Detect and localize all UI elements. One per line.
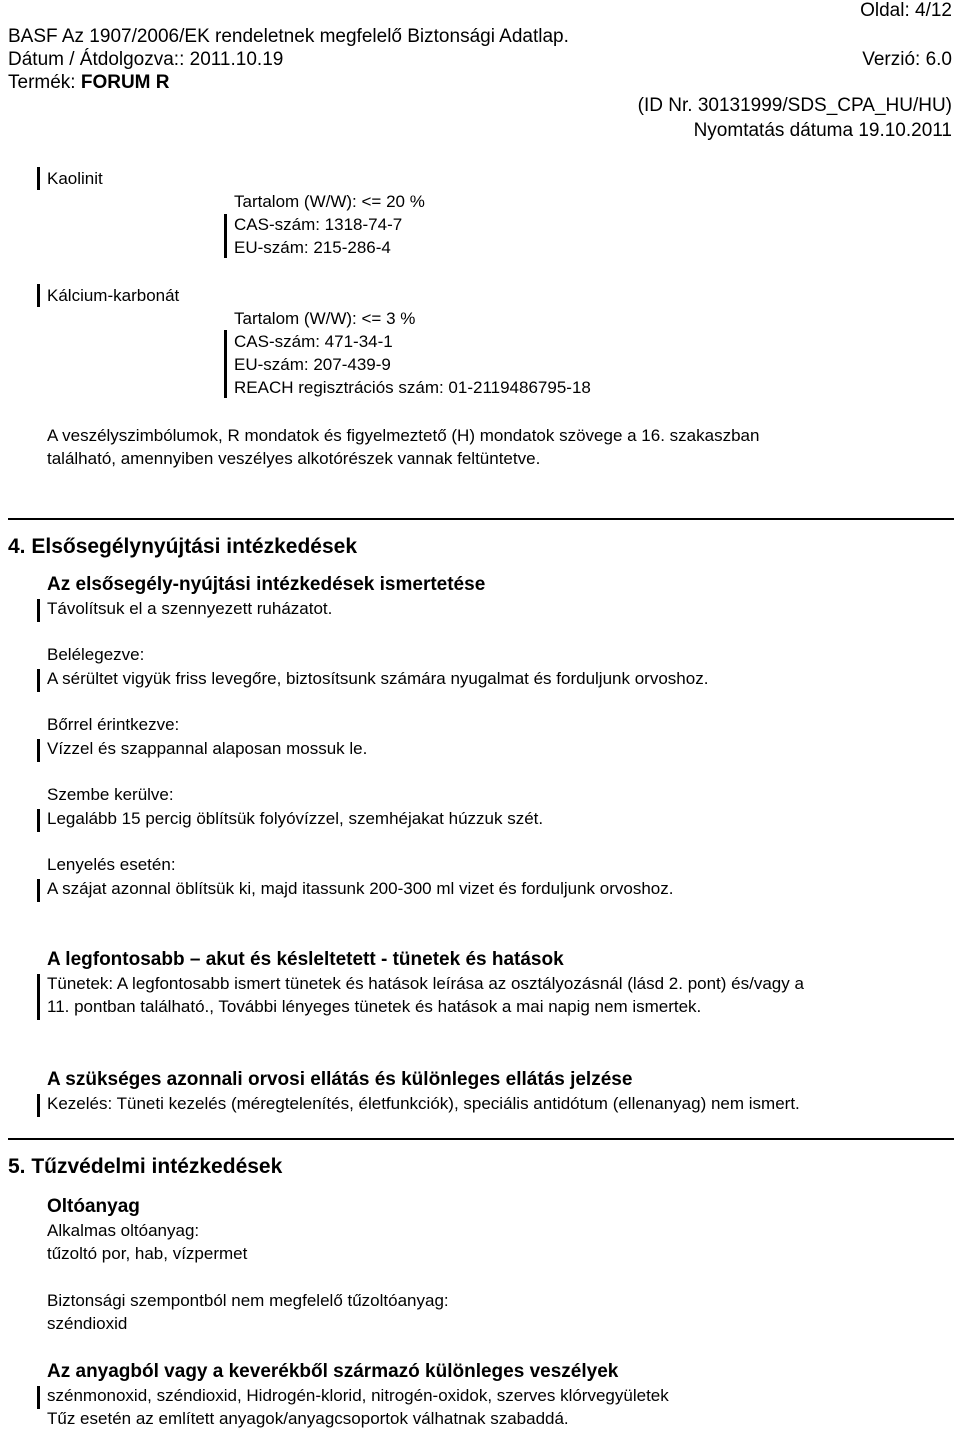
component-eu: EU-szám: 207-439-9 [234,355,391,374]
change-bar [37,879,40,902]
change-bar [37,1094,40,1117]
symptoms-title: A legfontosabb – akut és késleltetett - tünetek és hatások [47,949,564,970]
component-reach: REACH regisztrációs szám: 01-2119486795-18 [234,378,591,397]
regulation-title: BASF Az 1907/2006/EK rendeletnek megfelelő Biztonsági Adatlap. [8,26,569,47]
exposure-label: Szembe kerülve: [47,785,174,804]
extinguishing-media-title: Oltóanyag [47,1196,140,1217]
exposure-text: Legalább 15 percig öblítsük folyóvízzel, szemhéjakat húzzuk szét. [47,809,544,828]
change-bar [37,599,40,622]
component-cas: CAS-szám: 1318-74-7 [234,215,403,234]
page-number: Oldal: 4/12 [860,0,952,21]
revision-date: Dátum / Átdolgozva:: 2011.10.19 [8,49,284,70]
exposure-text: A sérültet vigyük friss levegőre, biztosítsunk számára nyugalmat és forduljunk orvoshoz. [47,669,709,688]
print-date: Nyomtatás dátuma 19.10.2011 [693,120,952,141]
note-line: A veszélyszimbólumok, R mondatok és figyelmeztető (H) mondatok szövege a 16. szakaszban [47,426,760,445]
medical-title: A szükséges azonnali orvosi ellátás és különleges ellátás jelzése [47,1069,633,1090]
suitable-media-label: Alkalmas oltóanyag: [47,1221,200,1240]
section-4-title: 4. Elsősegélynyújtási intézkedések [8,535,358,558]
unsuitable-media-label: Biztonsági szempontból nem megfelelő tűzoltóanyag: [47,1291,449,1310]
hazards-line: szénmonoxid, széndioxid, Hidrogén-klorid, nitrogén-oxidok, szerves klórvegyületek [47,1386,669,1405]
component-content: Tartalom (W/W): <= 3 % [234,309,416,328]
unsuitable-media-value: széndioxid [47,1314,128,1333]
exposure-label: Lenyelés esetén: [47,855,176,874]
section-divider [8,1138,954,1140]
component-content: Tartalom (W/W): <= 20 % [234,192,425,211]
change-bar [224,214,227,258]
component-cas: CAS-szám: 471-34-1 [234,332,393,351]
id-number: (ID Nr. 30131999/SDS_CPA_HU/HU) [637,95,952,116]
medical-text: Kezelés: Tüneti kezelés (méregtelenítés, életfunkciók), speciális antidótum (ellenanyag) nem ismert. [47,1094,800,1113]
special-hazards-title: Az anyagból vagy a keverékből származó különleges veszélyek [47,1361,619,1382]
change-bar [37,669,40,692]
change-bar [37,167,40,190]
change-bar [37,739,40,762]
change-bar [37,284,40,307]
note-line: található, amennyiben veszélyes alkotórészek vannak feltüntetve. [47,449,541,468]
exposure-text: A szájat azonnal öblítsük ki, majd itassunk 200-300 ml vizet és forduljunk orvoshoz. [47,879,674,898]
component-name: Kálcium-karbonát [47,286,180,305]
product [8,72,170,94]
suitable-media-value: tűzoltó por, hab, vízpermet [47,1244,248,1263]
version: Verzió: 6.0 [862,49,952,70]
change-bar [37,809,40,832]
hazards-line: Tűz esetén az említett anyagok/anyagcsoportok válhatnak szabaddá. [47,1409,569,1428]
product-name: FORUM R [80,72,170,93]
exposure-label: Belélegezve: [47,645,145,664]
exposure-text: Vízzel és szappannal alaposan mossuk le. [47,739,368,758]
component-name: Kaolinit [47,169,103,188]
change-bar [224,330,227,398]
first-aid-general: Távolítsuk el a szennyezett ruházatot. [47,599,333,618]
component-eu: EU-szám: 215-286-4 [234,238,391,257]
first-aid-subtitle: Az elsősegély-nyújtási intézkedések ismertetése [47,574,486,595]
change-bar [37,974,40,1020]
section-5-title: 5. Tűzvédelmi intézkedések [8,1155,283,1178]
change-bar [37,1386,40,1409]
section-divider [8,518,954,520]
symptoms-line: 11. pontban található., További lényeges tünetek és hatások a mai napig nem ismertek. [47,997,702,1016]
exposure-label: Bőrrel érintkezve: [47,715,180,734]
symptoms-line: Tünetek: A legfontosabb ismert tünetek és hatások leírása az osztályozásnál (lásd 2. pont) és/vagy a [47,974,804,993]
product-label: Termék: [8,72,81,93]
